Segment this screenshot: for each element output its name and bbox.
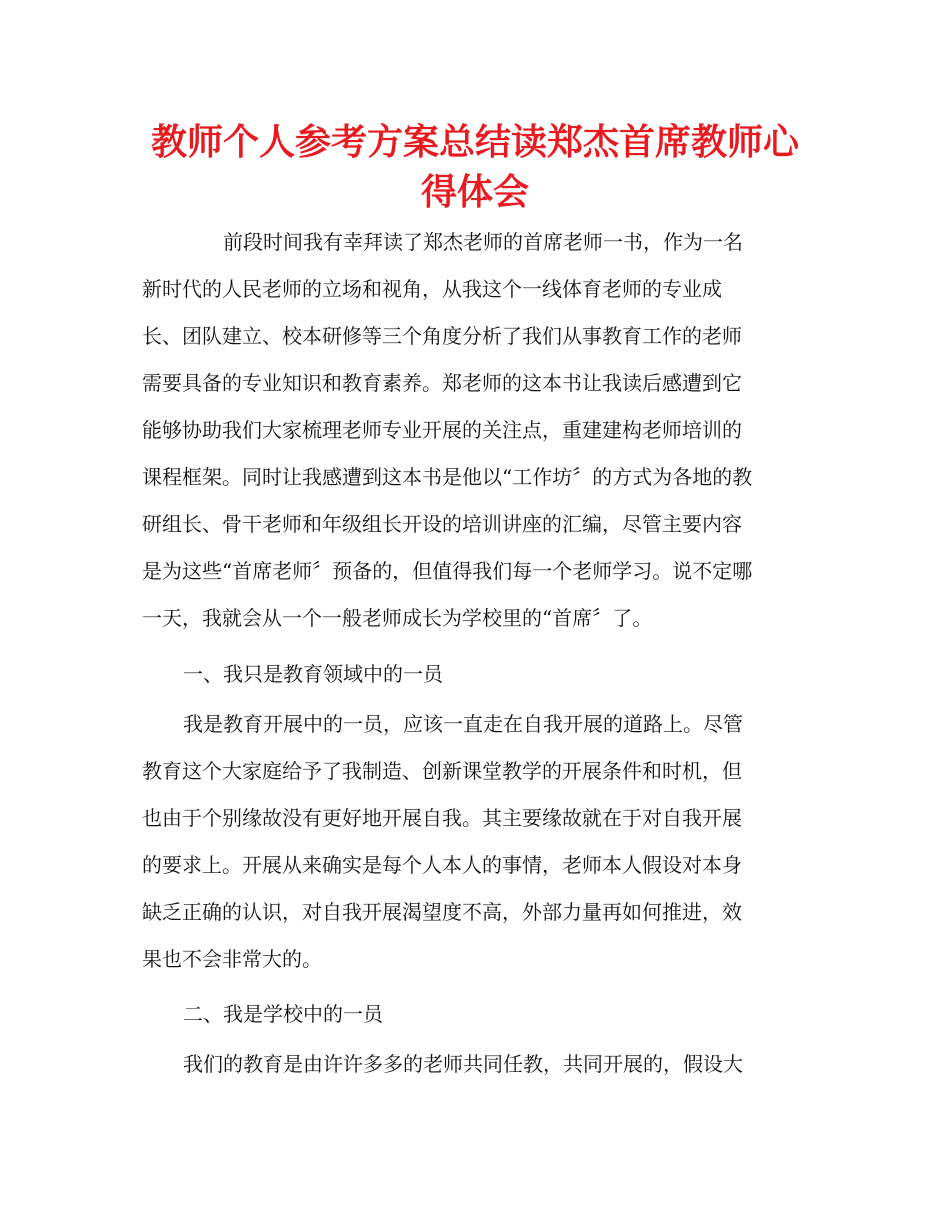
paragraph-line: 缺乏正确的认识，对自我开展渴望度不高，外部力量再如何推进，效 [142, 900, 742, 924]
document-title [140, 118, 810, 218]
paragraph-line: 研组长、骨干老师和年级组长开设的培训讲座的汇编，尽管主要内容 [142, 512, 742, 536]
paragraph-line: 能够协助我们大家梳理老师专业开展的关注点，重建建构老师培训的 [142, 418, 742, 442]
title-line-1: 教师个人参考方案总结读郑杰首席教师心 [150, 122, 799, 163]
paragraph-line: 我们的教育是由许许多多的老师共同任教，共同开展的，假设大 [183, 1052, 743, 1076]
paragraph-line: 我是教育开展中的一员，应该一直走在自我开展的道路上。尽管 [183, 712, 743, 736]
paragraph-line: 也由于个别缘故没有更好地开展自我。其主要缘故就在于对自我开展 [142, 806, 742, 830]
paragraph-line: 课程框架。同时让我感遭到这本书是他以“工作坊〞的方式为各地的教 [142, 465, 753, 489]
paragraph-line: 是为这些“首席老师〞预备的，但值得我们每一个老师学习。说不定哪 [142, 559, 753, 583]
title-line-2: 得体会 [420, 172, 529, 213]
paragraph-line: 长、团队建立、校本研修等三个角度分析了我们从事教育工作的老师 [142, 324, 742, 348]
section-heading-1: 一、我只是教育领域中的一员 [183, 662, 443, 686]
paragraph-line: 一天，我就会从一个一般老师成长为学校里的“首席〞了。 [142, 606, 653, 630]
section-heading-2: 二、我是学校中的一员 [183, 1002, 383, 1026]
paragraph-line: 新时代的人民老师的立场和视角，从我这个一线体育老师的专业成 [142, 277, 722, 301]
paragraph-line: 需要具备的专业知识和教育素养。郑老师的这本书让我读后感遭到它 [142, 371, 742, 395]
paragraph-line: 教育这个大家庭给予了我制造、创新课堂教学的开展条件和时机，但 [142, 759, 742, 783]
paragraph-line: 的要求上。开展从来确实是每个人本人的事情，老师本人假设对本身 [142, 853, 742, 877]
paragraph-line: 果也不会非常大的。 [142, 947, 322, 971]
paragraph-line: 前段时间我有幸拜读了郑杰老师的首席老师一书，作为一名 [223, 230, 743, 254]
